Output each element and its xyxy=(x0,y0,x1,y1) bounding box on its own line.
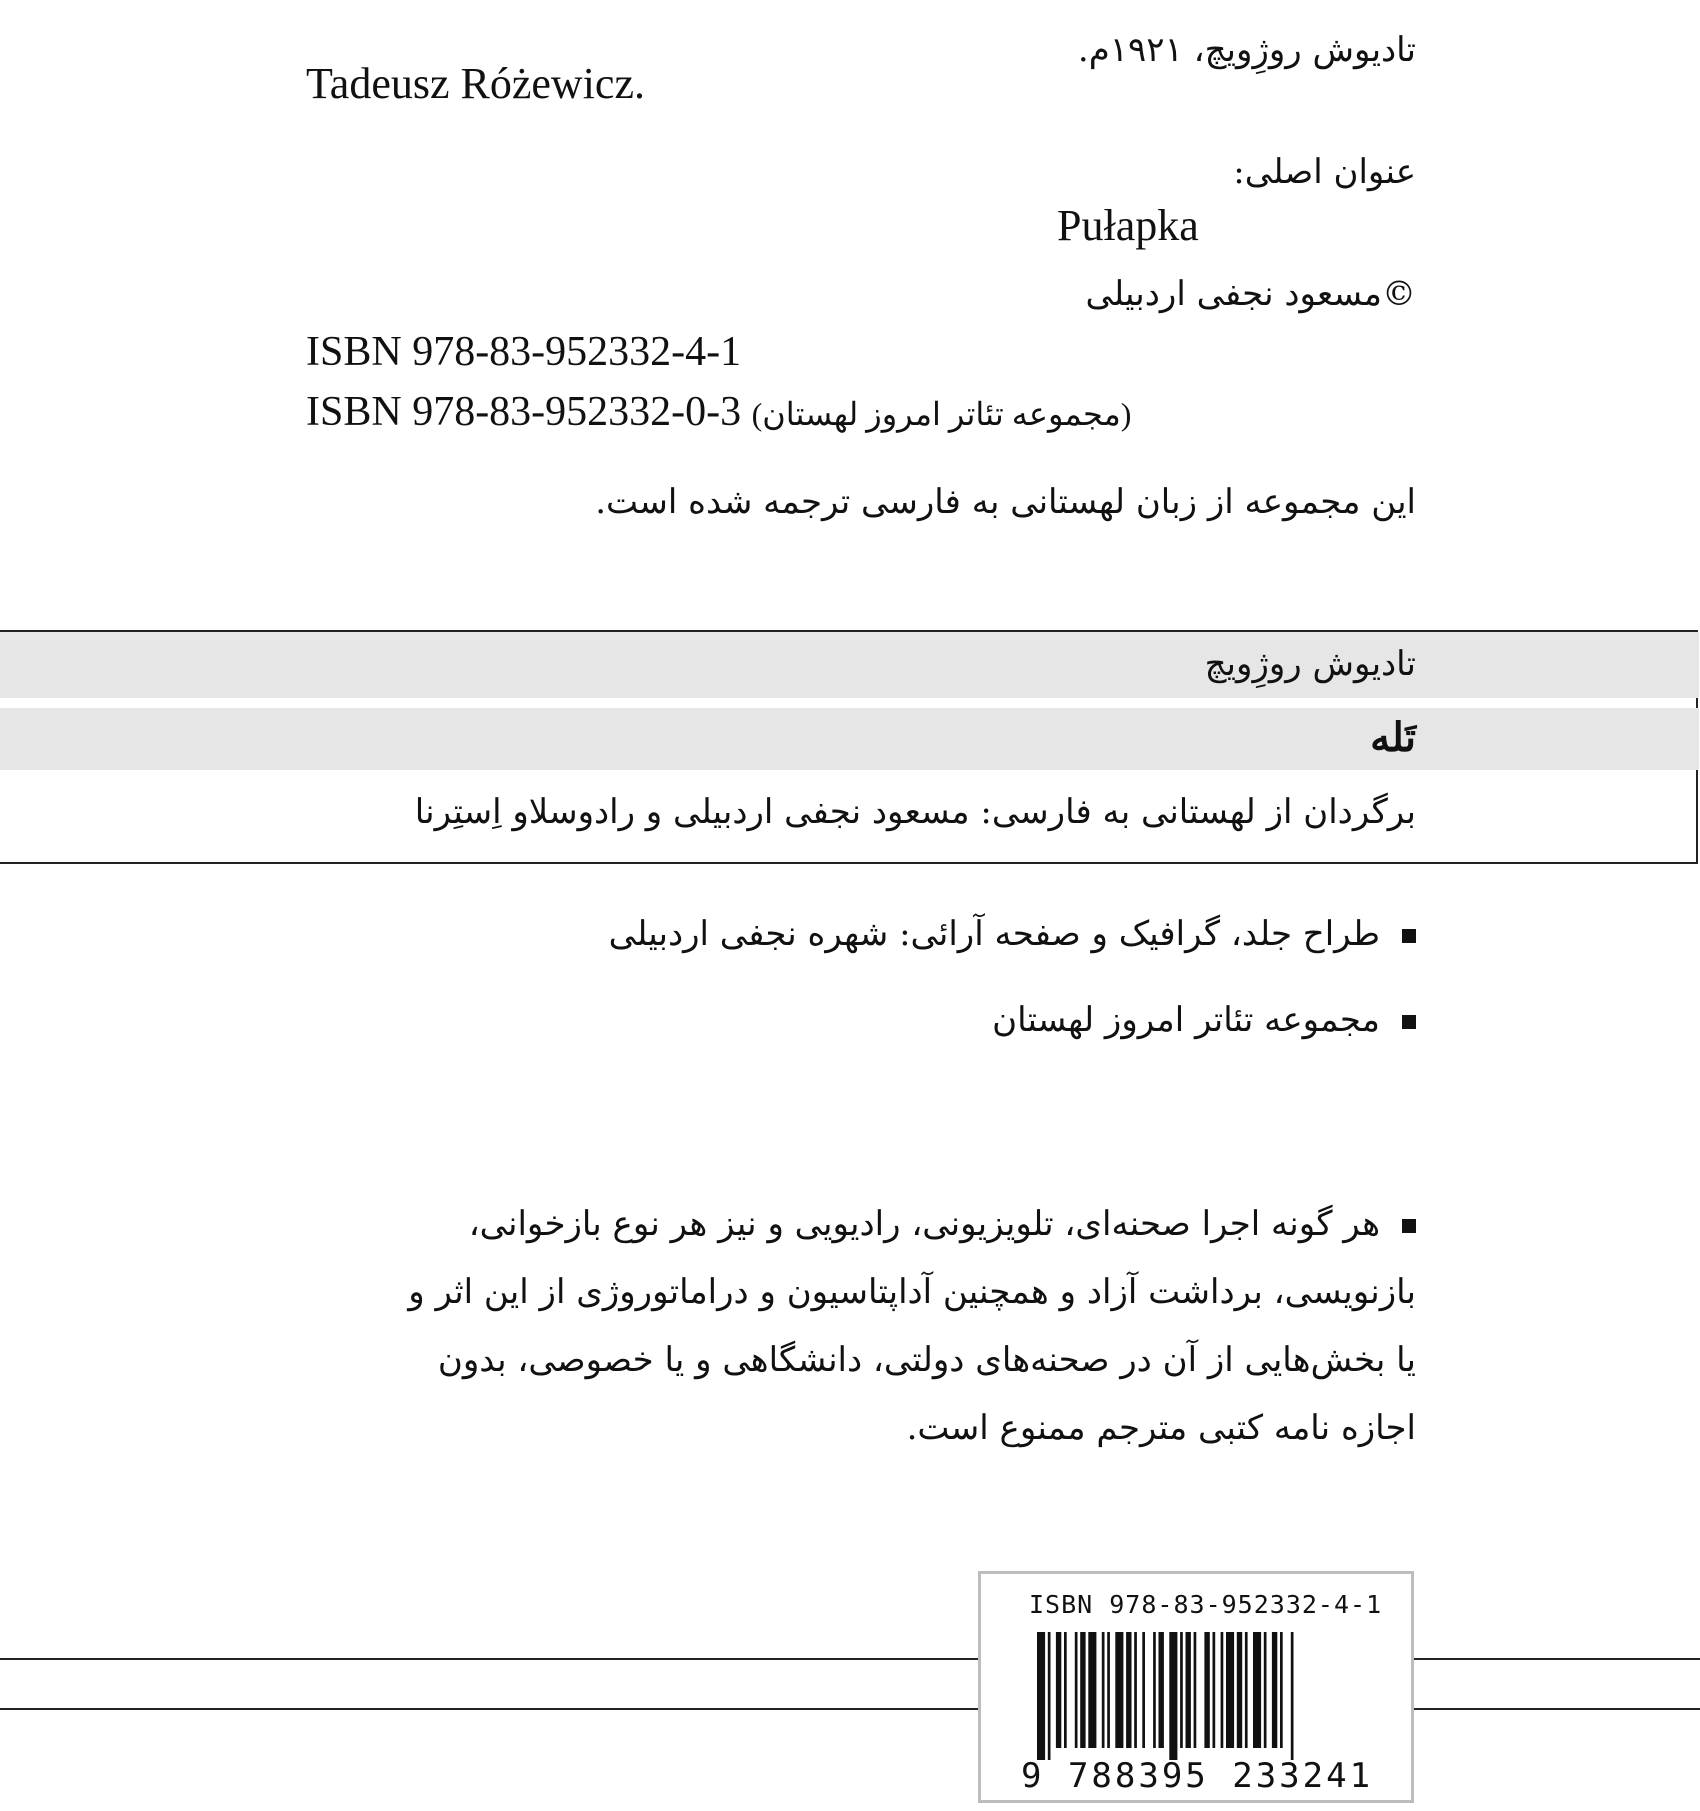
barcode-bar xyxy=(1213,1632,1216,1748)
original-title: Pułapka xyxy=(1057,201,1199,250)
barcode-bar xyxy=(1064,1632,1067,1748)
bullet-item-design xyxy=(609,914,1416,954)
barcode-bar xyxy=(1180,1632,1183,1748)
author-latin: Tadeusz Różewicz. xyxy=(306,59,645,108)
barcode-bar xyxy=(1075,1632,1078,1748)
barcode-icon xyxy=(1037,1632,1367,1760)
square-bullet-icon xyxy=(1402,1219,1416,1233)
barcode-isbn-text: ISBN 978-83-952332-4-1 xyxy=(1029,1590,1383,1619)
barcode-bar xyxy=(1169,1632,1177,1760)
rights-line-4: اجازه نامه کتبی مترجم ممنوع است. xyxy=(906,1408,1416,1448)
barcode-bar xyxy=(1080,1632,1085,1748)
barcode-box xyxy=(978,1571,1414,1803)
bullet-item-series xyxy=(992,1000,1416,1040)
barcode-bar xyxy=(1115,1632,1123,1748)
rights-line-2: بازنویسی، برداشت آزاد و همچنین آداپتاسیون و دراماتوروژی از این اثر و xyxy=(408,1272,1416,1312)
barcode-bar xyxy=(1159,1632,1164,1748)
isbn-2-series-note: (مجموعه تئاتر امروز لهستان) xyxy=(751,396,1132,432)
isbn-2-number: ISBN 978-83-952332-0-3 xyxy=(306,389,742,435)
bullet-text: مجموعه تئاتر امروز لهستان xyxy=(992,1000,1380,1040)
barcode-bar xyxy=(1253,1632,1261,1748)
horizontal-rule xyxy=(1414,1708,1700,1710)
title-band xyxy=(0,708,1699,770)
box-title: تَله xyxy=(1370,714,1416,761)
barcode-bar xyxy=(1272,1632,1277,1748)
barcode-bar xyxy=(1186,1632,1191,1748)
square-bullet-icon xyxy=(1402,929,1416,943)
rights-line-1: هر گونه اجرا صحنه‌ای، تلویزیونی، رادیویی و نیز هر نوع بازخوانی، xyxy=(396,1190,1416,1258)
original-title-label: عنوان اصلی: xyxy=(1233,152,1416,192)
horizontal-rule xyxy=(0,1658,978,1660)
author-band xyxy=(0,632,1699,698)
box-author: تادیوش روژِویچ xyxy=(1204,644,1416,684)
rights-line-3: یا بخش‌هایی از آن در صحنه‌های دولتی، دانشگاهی و یا خصوصی، بدون xyxy=(437,1340,1416,1380)
isbn-line-2 xyxy=(306,388,1131,436)
horizontal-rule xyxy=(0,1708,978,1710)
bullet-text: طراح جلد، گرافیک و صفحه آرائی: شهره نجفی اردبیلی xyxy=(608,914,1380,954)
barcode-bar xyxy=(1048,1632,1051,1760)
barcode-bar xyxy=(1221,1632,1224,1748)
barcode-bar xyxy=(1153,1632,1156,1748)
copyright-line: ©مسعود نجفی اردبیلی xyxy=(1085,274,1416,314)
barcode-bar xyxy=(1088,1632,1096,1748)
rights-paragraph xyxy=(396,1190,1416,1462)
barcode-bar xyxy=(1245,1632,1248,1748)
isbn-line-1: ISBN 978-83-952332-4-1 xyxy=(306,329,742,375)
barcode-bar xyxy=(1291,1632,1294,1760)
barcode-bar xyxy=(1134,1632,1137,1748)
horizontal-rule xyxy=(1414,1658,1700,1660)
barcode-bar xyxy=(1237,1632,1242,1748)
author-line-fa: تادیوش روژِویچ، ۱۹۲۱م. xyxy=(1077,30,1416,70)
barcode-bar xyxy=(1056,1632,1061,1748)
barcode-bar xyxy=(1037,1632,1045,1760)
barcode-bar xyxy=(1142,1632,1145,1748)
barcode-bar xyxy=(1102,1632,1105,1748)
barcode-bar xyxy=(1226,1632,1234,1748)
translation-note: این مجموعه از زبان لهستانی به فارسی ترجمه شده است. xyxy=(595,482,1416,522)
barcode-bar xyxy=(1126,1632,1131,1748)
barcode-digits: 9 788395 233241 xyxy=(1021,1756,1374,1796)
barcode-bar xyxy=(1280,1632,1283,1748)
square-bullet-icon xyxy=(1402,1015,1416,1029)
barcode-bar xyxy=(1204,1632,1209,1748)
barcode-bar xyxy=(1194,1632,1197,1748)
barcode-bar xyxy=(1264,1632,1267,1748)
box-translators: برگردان از لهستانی به فارسی: مسعود نجفی اردبیلی و رادوسلاو اِستِرنا xyxy=(414,792,1416,832)
barcode-bar xyxy=(1107,1632,1110,1748)
